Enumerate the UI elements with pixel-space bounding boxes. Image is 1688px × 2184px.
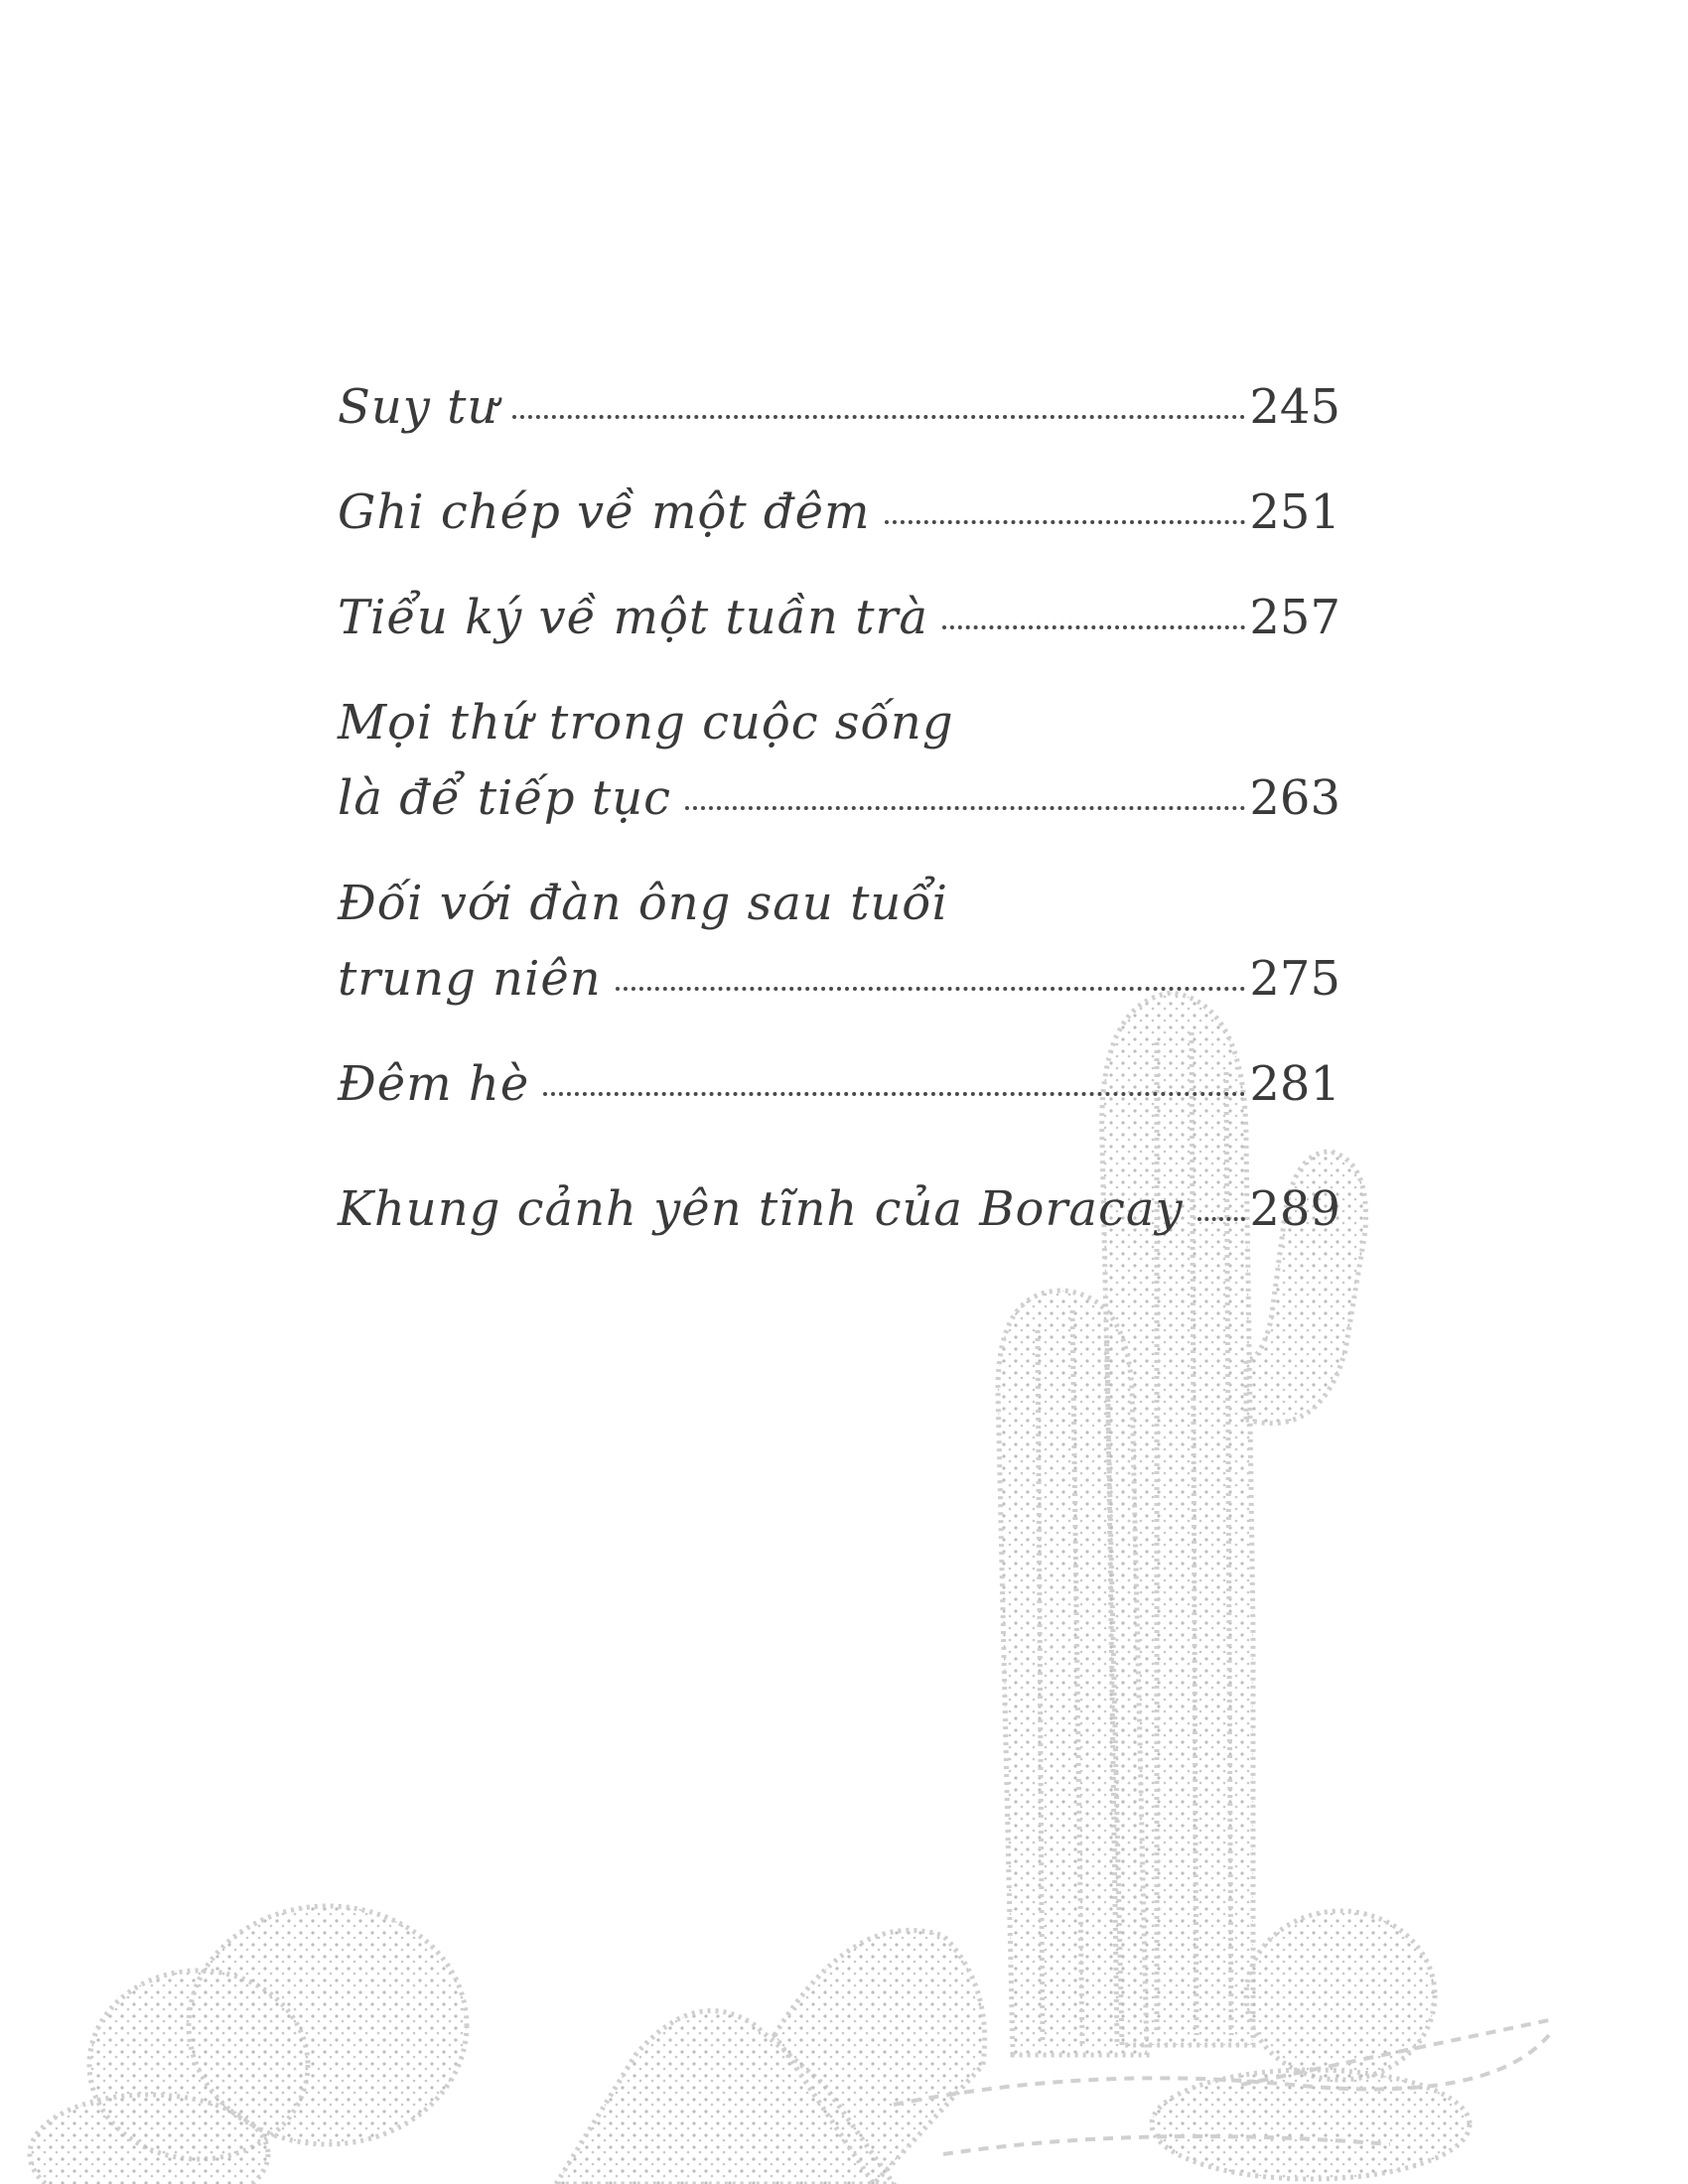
toc-entry-title: Khung cảnh yên tĩnh của Boracay xyxy=(338,1181,1184,1237)
toc-entry[interactable] xyxy=(338,377,1340,437)
toc-entry[interactable] xyxy=(338,693,1340,828)
toc-entry-title: là để tiếp tục xyxy=(338,770,671,826)
toc-entry[interactable] xyxy=(338,874,1340,1009)
dot-leader xyxy=(616,987,1246,991)
toc-entry-title: Ghi chép về một đêm xyxy=(338,484,871,540)
toc-entry-page: 275 xyxy=(1249,951,1340,1007)
toc-entry-title: Tiểu ký về một tuần trà xyxy=(338,590,929,645)
toc-entry-title-first-line: Mọi thứ trong cuộc sống xyxy=(338,695,954,751)
dot-leader xyxy=(885,520,1246,524)
toc-entry-title: Suy tư xyxy=(338,379,499,435)
toc-entry-page: 251 xyxy=(1249,484,1340,540)
dot-leader xyxy=(1197,1217,1246,1221)
toc-entry-title: trung niên xyxy=(338,951,602,1007)
table-of-contents xyxy=(338,377,1340,1285)
dot-leader xyxy=(685,806,1245,810)
toc-entry-page: 281 xyxy=(1249,1056,1340,1112)
toc-entry-page: 257 xyxy=(1249,590,1340,645)
dot-leader xyxy=(543,1092,1245,1096)
dot-leader xyxy=(512,415,1245,419)
toc-entry[interactable] xyxy=(338,1054,1340,1114)
toc-entry[interactable] xyxy=(338,588,1340,647)
toc-entry-page: 245 xyxy=(1249,379,1340,435)
toc-entry[interactable] xyxy=(338,482,1340,542)
toc-entry-title: Đêm hè xyxy=(338,1056,530,1112)
toc-entry[interactable] xyxy=(338,1179,1340,1239)
toc-entry-title-first-line: Đối với đàn ông sau tuổi xyxy=(338,876,948,931)
toc-entry-page: 263 xyxy=(1249,770,1340,826)
dot-leader xyxy=(942,625,1245,629)
toc-entry-page: 289 xyxy=(1249,1181,1340,1237)
